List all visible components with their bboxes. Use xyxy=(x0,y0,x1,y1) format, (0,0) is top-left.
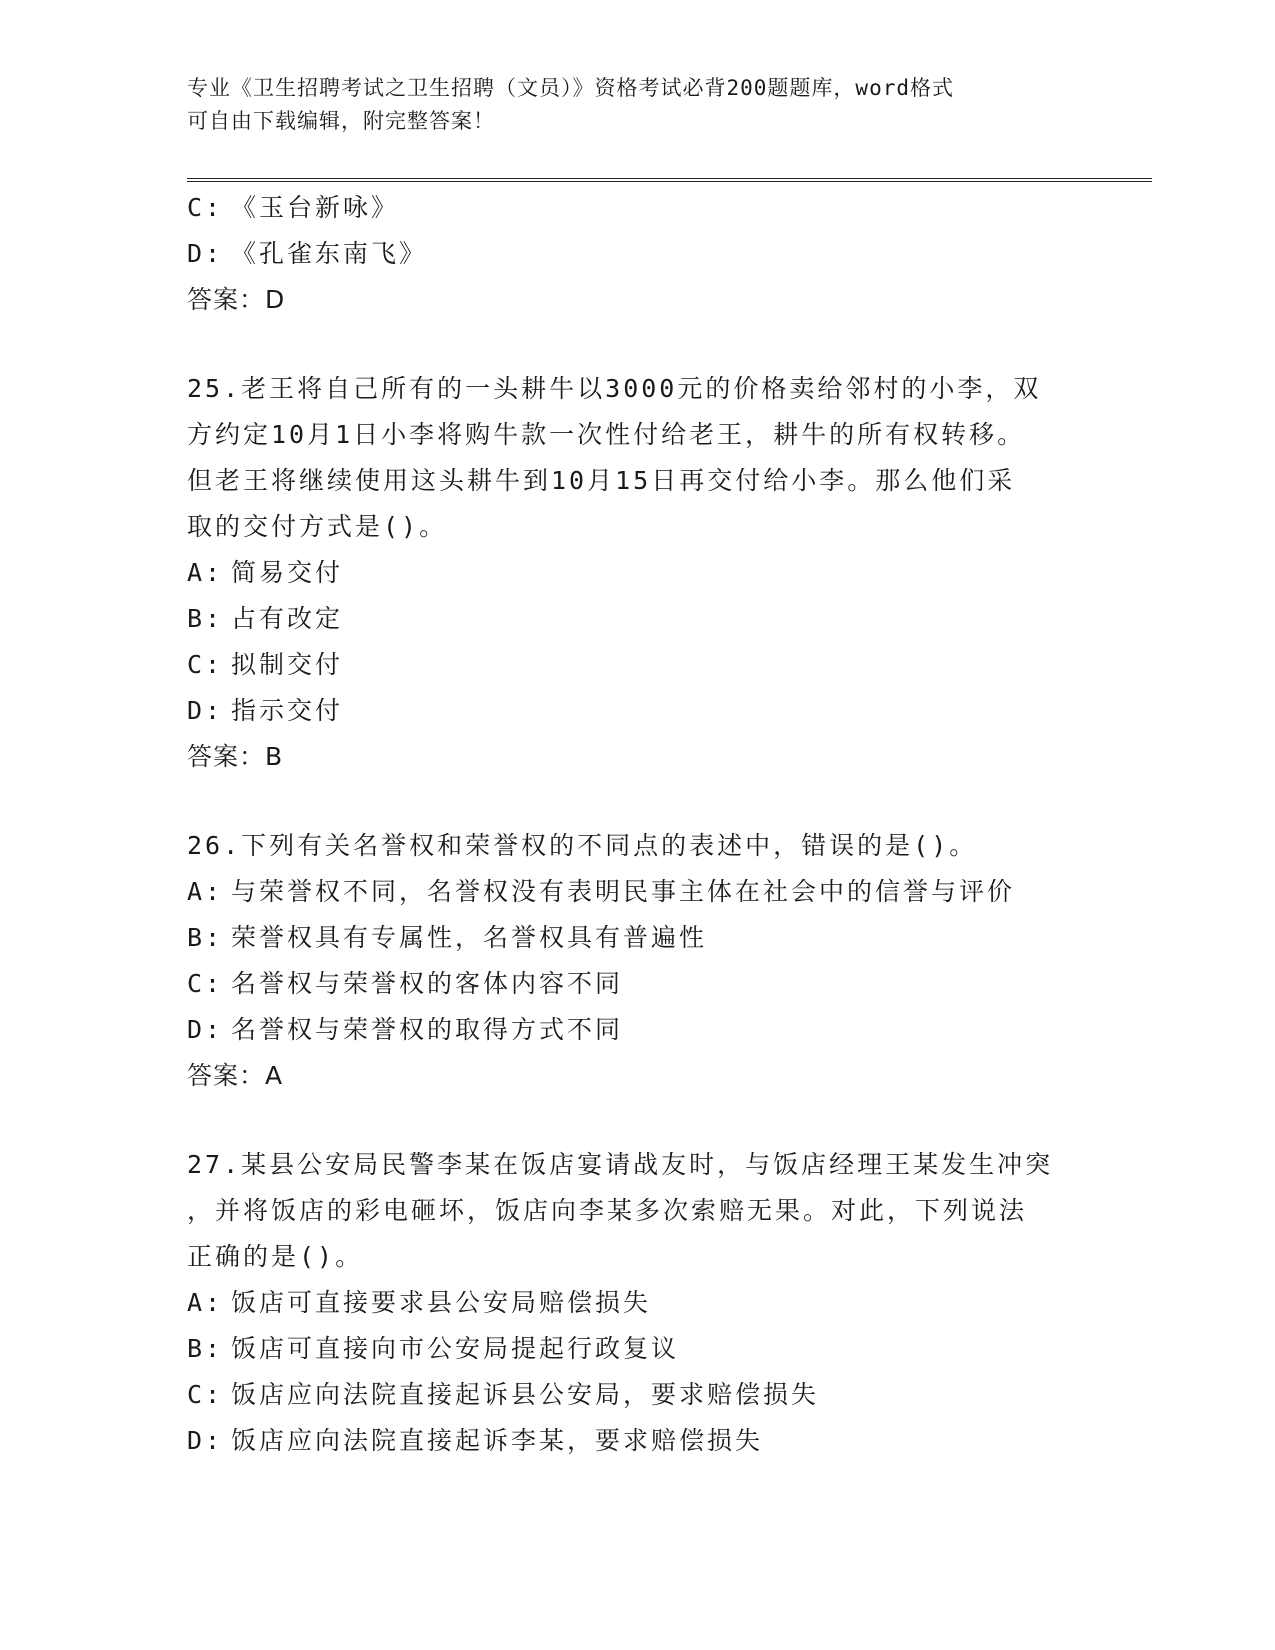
header-line-2: 可自由下载编辑，附完整答案！ xyxy=(187,109,495,133)
option-item xyxy=(187,961,1087,1007)
question-text-line: 取的交付方式是()。 xyxy=(187,512,448,541)
option-text: 占有改定 xyxy=(231,604,344,633)
option-item xyxy=(187,550,1087,596)
option-key: D: xyxy=(187,1426,224,1455)
header-divider xyxy=(187,178,1152,182)
question-text-line: 26.下列有关名誉权和荣誉权的不同点的表述中，错误的是()。 xyxy=(187,831,978,860)
option-item xyxy=(187,915,1087,961)
option-item xyxy=(187,1372,1087,1418)
option-key: A: xyxy=(187,877,224,906)
option-key: B: xyxy=(187,923,224,952)
option-item xyxy=(187,596,1087,642)
option-text: 饭店应向法院直接起诉李某，要求赔偿损失 xyxy=(231,1426,764,1455)
option-text: 《玉台新咏》 xyxy=(231,193,400,222)
header-line-1: 专业《卫生招聘考试之卫生招聘（文员）》资格考试必背200题题库，word格式 xyxy=(187,76,954,100)
question-block xyxy=(187,1142,1087,1464)
option-item xyxy=(187,1007,1087,1053)
option-text: 《孔雀东南飞》 xyxy=(231,239,428,268)
question-text-line: 方约定10月1日小李将购牛款一次性付给老王，耕牛的所有权转移。 xyxy=(187,420,1026,449)
question-block xyxy=(187,823,1087,1099)
option-text: 名誉权与荣誉权的取得方式不同 xyxy=(231,1015,624,1044)
page-header xyxy=(187,72,1087,138)
question-block xyxy=(187,366,1087,780)
option-text: 与荣誉权不同，名誉权没有表明民事主体在社会中的信誉与评价 xyxy=(231,877,1016,906)
carryover-block xyxy=(187,185,1087,323)
option-text: 荣誉权具有专属性，名誉权具有普遍性 xyxy=(231,923,708,952)
question-text-line: 但老王将继续使用这头耕牛到10月15日再交付给小李。那么他们采 xyxy=(187,466,1016,495)
option-item xyxy=(187,642,1087,688)
option-item xyxy=(187,231,1087,277)
option-key: B: xyxy=(187,604,224,633)
question-content xyxy=(187,185,1087,1464)
option-text: 指示交付 xyxy=(231,696,344,725)
option-key: C: xyxy=(187,969,224,998)
option-item xyxy=(187,1418,1087,1464)
option-key: A: xyxy=(187,1288,224,1317)
question-text-line: 27.某县公安局民警李某在饭店宴请战友时，与饭店经理王某发生冲突 xyxy=(187,1150,1054,1179)
option-text: 饭店可直接向市公安局提起行政复议 xyxy=(231,1334,680,1363)
option-text: 简易交付 xyxy=(231,558,344,587)
option-item xyxy=(187,185,1087,231)
option-key: B: xyxy=(187,1334,224,1363)
option-key: A: xyxy=(187,558,224,587)
option-text: 拟制交付 xyxy=(231,650,344,679)
option-key: C: xyxy=(187,650,224,679)
option-key: D: xyxy=(187,1015,224,1044)
option-key: C: xyxy=(187,1380,224,1409)
answer-line: 答案：D xyxy=(187,285,286,314)
question-text-line: 正确的是()。 xyxy=(187,1242,364,1271)
question-text-line: 25.老王将自己所有的一头耕牛以3000元的价格卖给邻村的小李，双 xyxy=(187,374,1042,403)
option-key: D: xyxy=(187,696,224,725)
answer-line: 答案：A xyxy=(187,1061,284,1090)
option-key: D: xyxy=(187,239,224,268)
option-text: 饭店可直接要求县公安局赔偿损失 xyxy=(231,1288,652,1317)
option-item xyxy=(187,1326,1087,1372)
option-item xyxy=(187,688,1087,734)
option-text: 饭店应向法院直接起诉县公安局，要求赔偿损失 xyxy=(231,1380,820,1409)
option-item xyxy=(187,1280,1087,1326)
option-key: C: xyxy=(187,193,224,222)
option-item xyxy=(187,869,1087,915)
answer-line: 答案：B xyxy=(187,742,284,771)
question-text-line: ，并将饭店的彩电砸坏，饭店向李某多次索赔无果。对此，下列说法 xyxy=(187,1196,1028,1225)
option-text: 名誉权与荣誉权的客体内容不同 xyxy=(231,969,624,998)
